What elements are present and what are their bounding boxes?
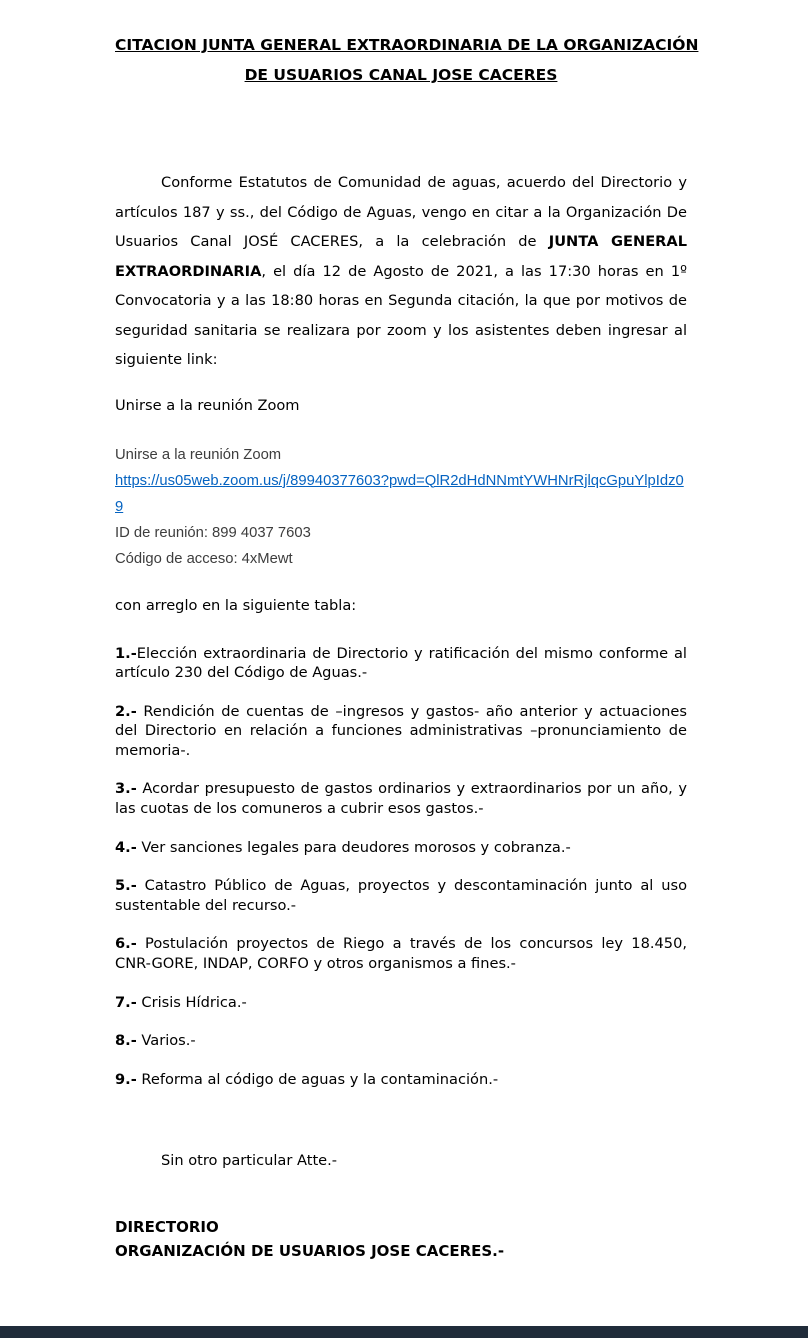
zoom-join-heading: Unirse a la reunión Zoom bbox=[115, 396, 300, 414]
zoom-join-label: Unirse a la reunión Zoom bbox=[115, 446, 282, 463]
agenda-item-7-text: Crisis Hídrica.- bbox=[136, 993, 247, 1011]
agenda-item-2 bbox=[115, 702, 687, 761]
agenda-list bbox=[115, 644, 687, 1090]
document-title-line1: CITACION JUNTA GENERAL EXTRAORDINARIA DE LA ORGANIZACIÓN bbox=[115, 36, 699, 54]
agenda-item-5 bbox=[115, 876, 687, 915]
zoom-link-line bbox=[115, 468, 687, 520]
intro-text-part2: , el día 12 de Agosto de 2021, a las 17:30 horas en 1º Convocatoria y a las 18:80 horas en Segunda citación, la que por motivos de seguridad sanitaria se realizara por zoom y los asistentes deben ingresar al siguiente link: bbox=[115, 262, 687, 368]
zoom-invite-block bbox=[115, 442, 687, 572]
agenda-intro-line: con arreglo en la siguiente tabla: bbox=[115, 596, 357, 614]
zoom-access-code: Código de acceso: 4xMewt bbox=[115, 550, 293, 567]
agenda-item-6-number: 6.- bbox=[115, 935, 137, 953]
agenda-item-8 bbox=[115, 1031, 687, 1051]
agenda-item-6 bbox=[115, 934, 687, 973]
agenda-item-4-text: Ver sanciones legales para deudores morosos y cobranza.- bbox=[136, 838, 571, 856]
signature-line2: ORGANIZACIÓN DE USUARIOS JOSE CACERES.- bbox=[115, 1242, 505, 1261]
agenda-item-7 bbox=[115, 993, 687, 1013]
intro-text-part1: Conforme Estatutos de Comunidad de aguas, acuerdo del Directorio y artículos 187 y ss., del Código de Aguas, vengo en citar a la Organización De Usuarios Canal JOSÉ CACERES, a la celebración de bbox=[115, 174, 687, 250]
agenda-item-5-text: Catastro Público de Aguas, proyectos y descontaminación junto al uso sustentable del recurso.- bbox=[115, 877, 687, 914]
agenda-item-3-text: Acordar presupuesto de gastos ordinarios y extraordinarios por un año, y las cuotas de los comuneros a cubrir esos gastos.- bbox=[115, 780, 687, 818]
agenda-item-2-number: 2.- bbox=[115, 702, 137, 720]
intro-paragraph bbox=[115, 168, 687, 375]
agenda-item-8-number: 8.- bbox=[115, 1032, 137, 1050]
agenda-item-9-text: Reforma al código de aguas y la contaminación.- bbox=[136, 1070, 499, 1088]
agenda-item-9-number: 9.- bbox=[115, 1070, 137, 1088]
agenda-item-2-text: Rendición de cuentas de –ingresos y gastos- año anterior y actuaciones del Directorio en relación a funciones administrativas –pronunciamiento de memoria-. bbox=[115, 702, 687, 759]
bottom-dark-bar bbox=[0, 1326, 808, 1338]
signature-line1: DIRECTORIO bbox=[115, 1218, 219, 1237]
agenda-item-9 bbox=[115, 1070, 687, 1090]
agenda-item-3-number: 3.- bbox=[115, 780, 137, 798]
intro-bold-meeting-name: JUNTA GENERAL EXTRAORDINARIA bbox=[115, 233, 687, 280]
document-page bbox=[115, 0, 699, 1263]
document-title-line2: DE USUARIOS CANAL JOSE CACERES bbox=[244, 66, 558, 84]
signature-block bbox=[115, 1215, 687, 1263]
agenda-item-4-number: 4.- bbox=[115, 838, 137, 856]
closing-line: Sin otro particular Atte.- bbox=[161, 1152, 338, 1170]
agenda-item-8-text: Varios.- bbox=[136, 1032, 196, 1050]
agenda-item-4 bbox=[115, 838, 687, 858]
agenda-item-1-number: 1.- bbox=[115, 644, 137, 662]
agenda-item-5-number: 5.- bbox=[115, 877, 137, 895]
agenda-item-1-text: Elección extraordinaria de Directorio y ratificación del mismo conforme al artículo 230 del Código de Aguas.- bbox=[115, 644, 687, 682]
agenda-item-3 bbox=[115, 779, 687, 818]
zoom-meeting-link[interactable]: https://us05web.zoom.us/j/89940377603?pwd=QlR2dHdNNmtYWHNrRjlqcGpuYlpIdz09 bbox=[115, 472, 684, 515]
document-title bbox=[115, 30, 699, 90]
zoom-meeting-id: ID de reunión: 899 4037 7603 bbox=[115, 524, 311, 541]
agenda-item-1 bbox=[115, 644, 687, 683]
agenda-item-7-number: 7.- bbox=[115, 993, 137, 1011]
agenda-item-6-text: Postulación proyectos de Riego a través de los concursos ley 18.450, CNR-GORE, INDAP, CORFO y otros organismos a fines.- bbox=[115, 935, 687, 973]
